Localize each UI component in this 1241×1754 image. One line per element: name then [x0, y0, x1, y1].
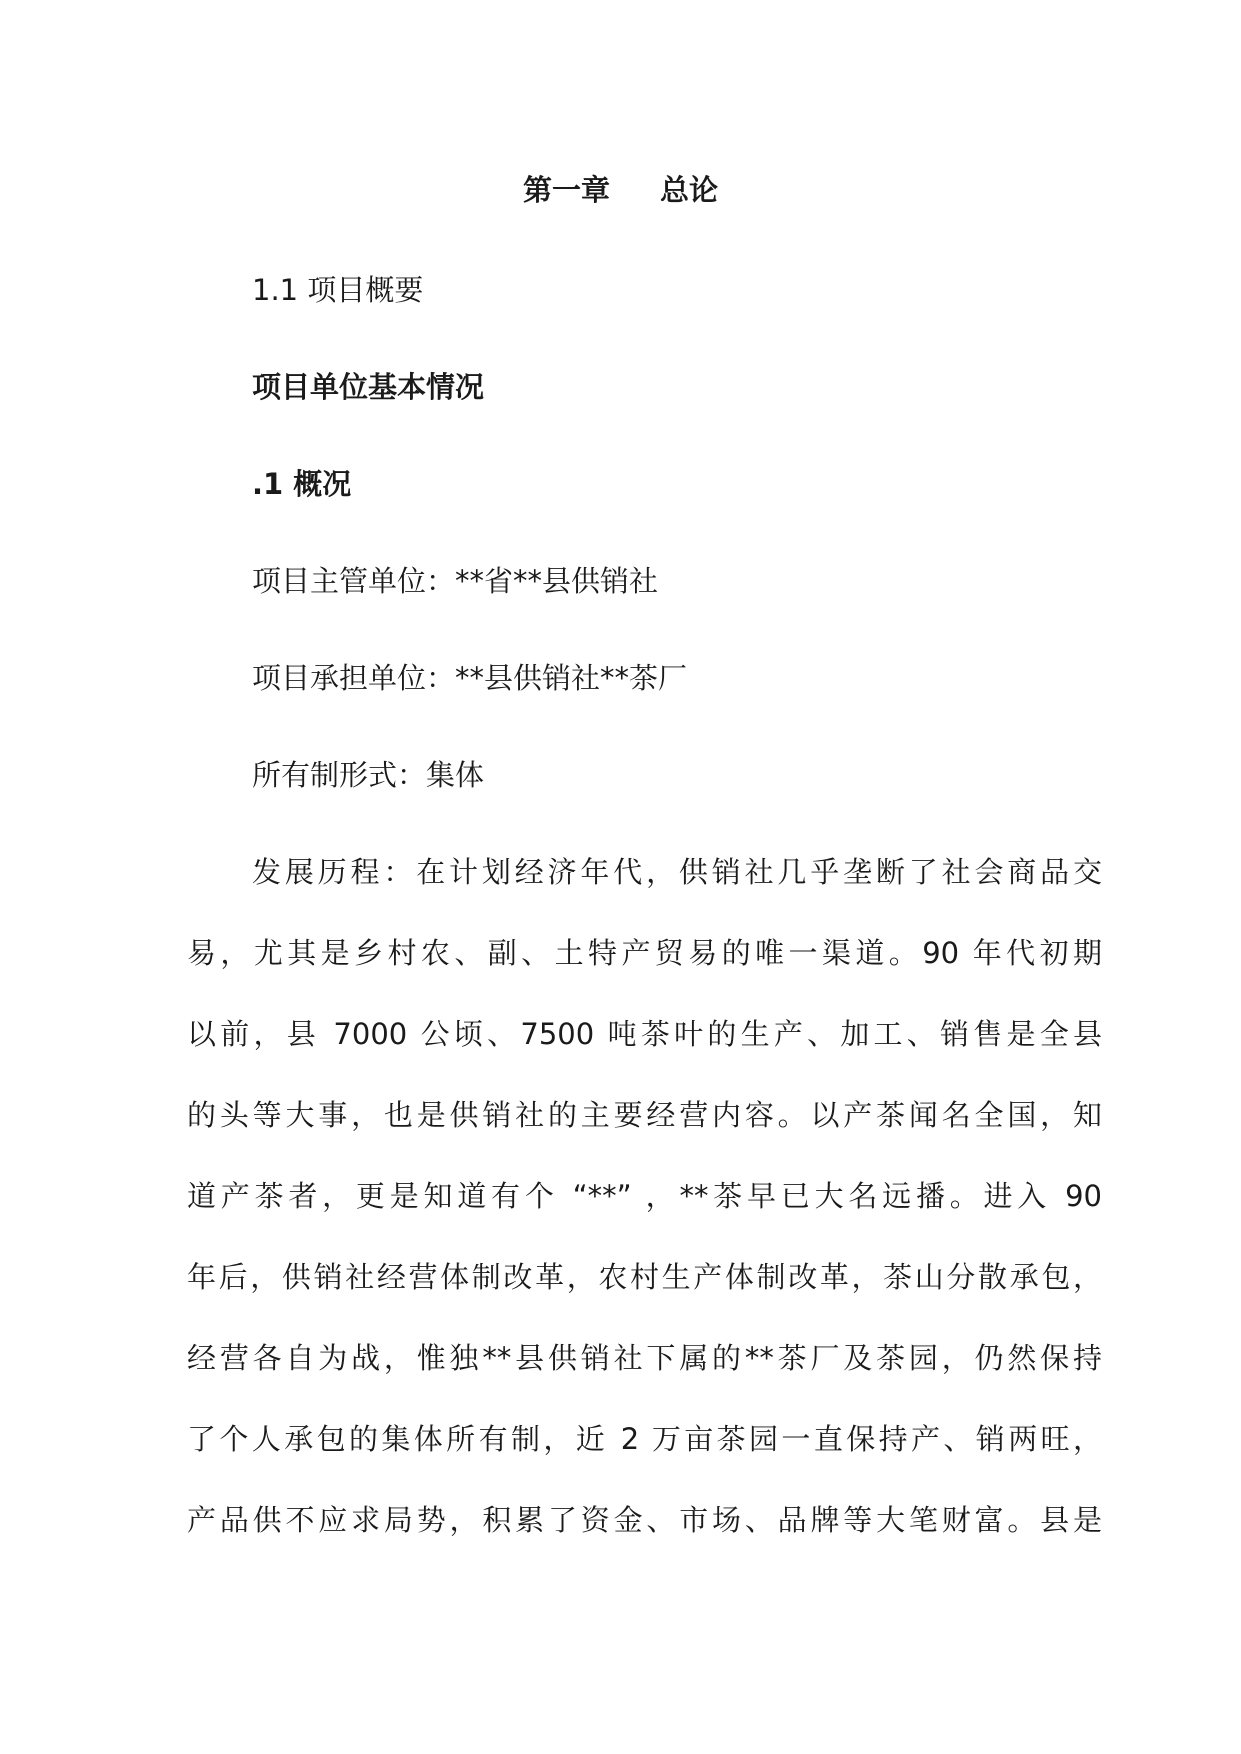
paragraph-line: 以前，县 7000 公顷、7500 吨茶叶的生产、加工、销售是全县: [187, 1017, 1102, 1051]
chapter-title: 总论: [660, 173, 719, 207]
paragraph-line: 易，尤其是乡村农、副、土特产贸易的唯一渠道。90 年代初期: [187, 936, 1102, 970]
paragraph-line: 经营各自为战，惟独**县供销社下属的**茶厂及茶园，仍然保持: [187, 1341, 1102, 1375]
paragraph-line: 道产茶者，更是知道有个 “**” ，**茶早已大名远播。进入 90: [187, 1179, 1102, 1213]
field-undertaking-unit: 项目承担单位：**县供销社**茶厂: [252, 661, 688, 695]
paragraph-line: 年后，供销社经营体制改革，农村生产体制改革，茶山分散承包，: [187, 1260, 1102, 1294]
paragraph-line: 了个人承包的集体所有制，近 2 万亩茶园一直保持产、销两旺，: [187, 1422, 1102, 1456]
section-heading: 1.1 项目概要: [252, 273, 424, 307]
field-supervising-unit: 项目主管单位：**省**县供销社: [252, 564, 659, 598]
chapter-heading: [0, 170, 1241, 210]
subsection-heading: 项目单位基本情况: [252, 370, 485, 404]
chapter-number: 第一章: [522, 173, 610, 207]
field-ownership-form: 所有制形式：集体: [252, 758, 485, 792]
paragraph-line: 的头等大事，也是供销社的主要经营内容。以产茶闻名全国，知: [187, 1098, 1102, 1132]
subsubsection-heading: .1 概况: [252, 467, 352, 501]
paragraph-line: 产品供不应求局势，积累了资金、市场、品牌等大笔财富。县是: [187, 1503, 1102, 1537]
paragraph-line: 发展历程：在计划经济年代，供销社几乎垄断了社会商品交: [252, 855, 1102, 889]
